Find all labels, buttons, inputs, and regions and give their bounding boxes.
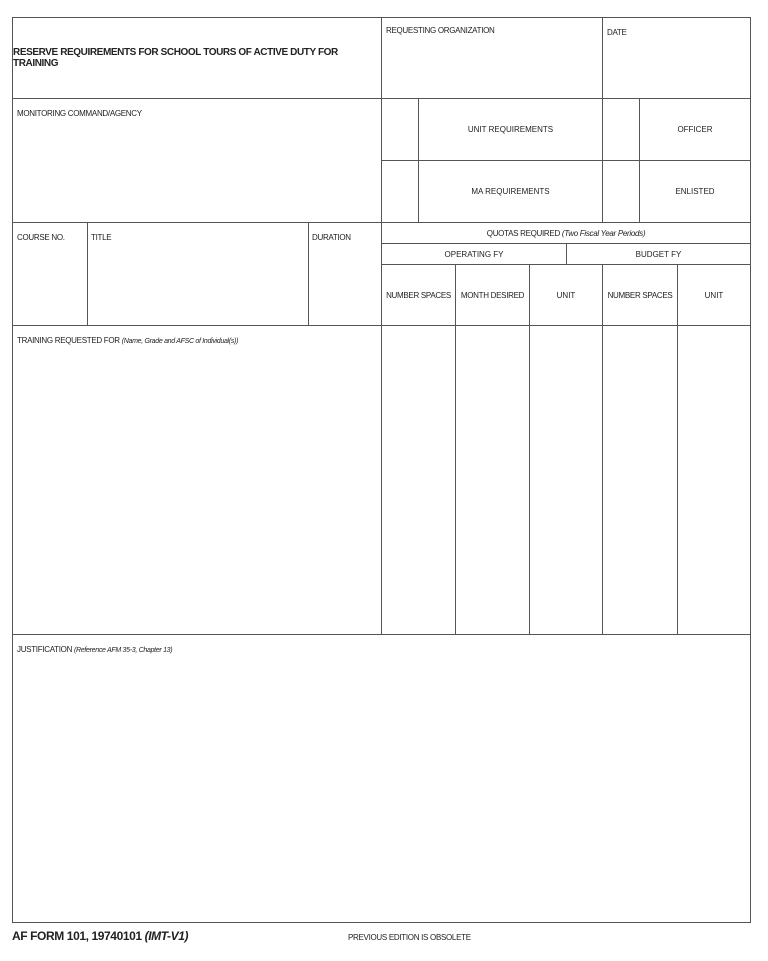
enlisted-checkbox[interactable] [602,160,640,223]
monitoring-command-label: MONITORING COMMAND/AGENCY [17,109,142,118]
ma-requirements-checkbox[interactable] [381,160,419,223]
monitoring-command-field[interactable] [12,98,382,223]
duration-label: DURATION [312,233,351,242]
officer-label: OFFICER [677,125,713,134]
course-no-field[interactable] [12,222,88,326]
requesting-organization-field[interactable] [381,17,603,99]
operating-number-spaces-input[interactable] [381,325,456,635]
duration-field[interactable] [308,222,382,326]
unit-requirements-checkbox[interactable] [381,98,419,161]
unit-requirements-cell [418,98,603,161]
form-title: RESERVE REQUIREMENTS FOR SCHOOL TOURS OF ACTIVE DUTY FOR TRAINING [13,47,338,69]
officer-cell [639,98,751,161]
operating-fy-label: OPERATING FY [444,249,504,259]
budget-number-spaces-input[interactable] [602,325,678,635]
training-requested-note: (Name, Grade and AFSC of Individual(s)) [121,338,239,345]
col-header-budget-unit: UNIT [677,264,751,326]
officer-checkbox[interactable] [602,98,640,161]
quotas-note: (Two Fiscal Year Periods) [561,228,646,238]
training-requested-label: TRAINING REQUESTED FOR [17,336,120,345]
operating-fy-header [381,243,567,265]
ma-requirements-cell [418,160,603,223]
course-title-label: TITLE [91,233,112,242]
col-header-budget-number-spaces: NUMBER SPACES [602,264,678,326]
col-header-month-desired: MONTH DESIRED [455,264,530,326]
budget-fy-header [566,243,751,265]
unit-requirements-label: UNIT REQUIREMENTS [467,125,554,134]
date-field[interactable] [602,17,751,99]
course-no-label: COURSE NO. [17,233,65,242]
previous-edition-note: PREVIOUS EDITION IS OBSOLETE [348,933,471,942]
justification-note: (Reference AFM 35-3, Chapter 13) [74,647,173,654]
training-requested-field[interactable] [12,325,382,635]
quotas-header [381,222,751,244]
operating-unit-input[interactable] [529,325,603,635]
col-header-operating-unit: UNIT [529,264,603,326]
ma-requirements-label: MA REQUIREMENTS [471,187,550,196]
course-title-field[interactable] [87,222,309,326]
requesting-organization-label: REQUESTING ORGANIZATION [386,26,495,35]
enlisted-cell [639,160,751,223]
enlisted-label: ENLISTED [675,187,715,196]
justification-label: JUSTIFICATION [17,645,73,654]
form-version: (IMT-V1) [144,929,189,943]
quotas-label: QUOTAS REQUIRED [486,228,560,238]
form-number: AF FORM 101, 19740101 (IMT-V1) [12,929,189,943]
budget-unit-input[interactable] [677,325,751,635]
budget-fy-label: BUDGET FY [635,249,682,259]
justification-field[interactable] [12,634,751,923]
month-desired-input[interactable] [455,325,530,635]
col-header-operating-number-spaces: NUMBER SPACES [381,264,456,326]
date-label: DATE [607,28,627,37]
form-title-cell [12,17,382,99]
